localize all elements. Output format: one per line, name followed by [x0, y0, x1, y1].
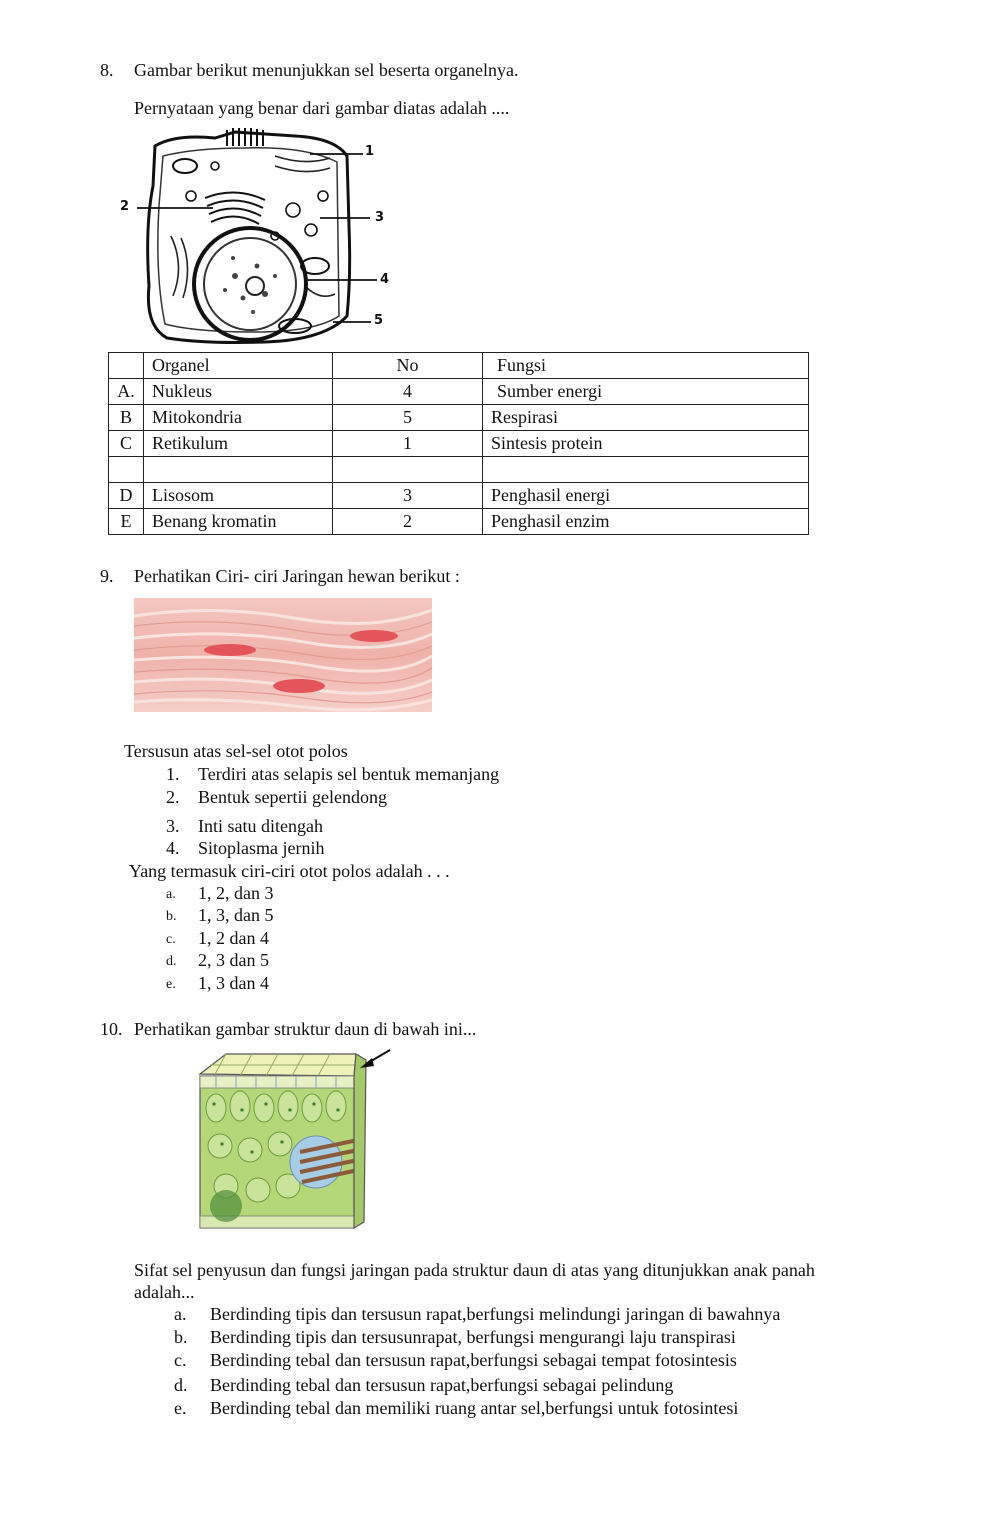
option-a[interactable]: 1, 2, dan 3: [198, 883, 274, 903]
table-cell: 1: [333, 431, 483, 457]
option-d[interactable]: Berdinding tebal dan tersusun rapat,berfungsi sebagai pelindung: [210, 1375, 674, 1395]
option-letter: e.: [166, 977, 176, 992]
option-letter: b.: [166, 909, 177, 924]
table-header-cell: Fungsi: [483, 353, 809, 379]
option-c[interactable]: Berdinding tebal dan tersusun rapat,berfungsi sebagai tempat fotosintesis: [210, 1350, 737, 1370]
q9-number: 9.: [100, 566, 114, 586]
option-e[interactable]: Berdinding tebal dan memiliki ruang antar sel,berfungsi untuk fotosintesi: [210, 1398, 739, 1418]
figure-label-1: 1: [365, 144, 375, 159]
table-cell: A.: [109, 379, 144, 405]
table-cell: 3: [333, 483, 483, 509]
q10-prompt-line1: Sifat sel penyusun dan fungsi jaringan pada struktur daun di atas yang ditunjukkan anak panah: [134, 1260, 815, 1280]
trait-text: Bentuk sepertii gelendong: [198, 787, 387, 807]
table-cell: [144, 457, 333, 483]
trait-number: 3.: [166, 816, 180, 836]
q9-text: Perhatikan Ciri- ciri Jaringan hewan berikut :: [134, 566, 460, 586]
smooth-muscle-figure: [134, 598, 432, 712]
option-letter: d.: [166, 954, 177, 969]
table-cell: Retikulum: [144, 431, 333, 457]
table-header-cell: Organel: [144, 353, 333, 379]
table-cell: B: [109, 405, 144, 431]
table-cell: Nukleus: [144, 379, 333, 405]
table-cell: [483, 457, 809, 483]
table-cell: 4: [333, 379, 483, 405]
animal-cell-figure: [115, 126, 395, 354]
table-cell: 5: [333, 405, 483, 431]
table-cell: Penghasil enzim: [483, 509, 809, 535]
option-a[interactable]: Berdinding tipis dan tersusun rapat,berfungsi melindungi jaringan di bawahnya: [210, 1304, 781, 1324]
table-cell: Benang kromatin: [144, 509, 333, 535]
figure-label-5: 5: [374, 313, 384, 328]
table-row: [109, 457, 809, 483]
q8-text: Gambar berikut menunjukkan sel beserta organelnya.: [134, 60, 519, 80]
option-letter: e.: [174, 1398, 187, 1418]
option-letter: a.: [174, 1304, 187, 1324]
trait-text: Terdiri atas selapis sel bentuk memanjang: [198, 764, 500, 784]
option-letter: c.: [174, 1350, 187, 1370]
q10-prompt-line2: adalah...: [134, 1282, 195, 1302]
trait-number: 2.: [166, 787, 180, 807]
q9-intro: Tersusun atas sel-sel otot polos: [124, 741, 348, 761]
table-cell: [333, 457, 483, 483]
table-cell: D: [109, 483, 144, 509]
q8-number: 8.: [100, 60, 114, 80]
option-letter: b.: [174, 1327, 188, 1347]
option-letter: c.: [166, 932, 176, 947]
option-letter: d.: [174, 1375, 188, 1395]
option-b[interactable]: 1, 3, dan 5: [198, 905, 274, 925]
figure-label-2: 2: [120, 199, 130, 214]
q9-question: Yang termasuk ciri-ciri otot polos adalah . . .: [129, 861, 450, 881]
table-cell: Mitokondria: [144, 405, 333, 431]
option-c[interactable]: 1, 2 dan 4: [198, 928, 269, 948]
table-cell: Sumber energi: [483, 379, 809, 405]
table-cell: E: [109, 509, 144, 535]
table-cell: 2: [333, 509, 483, 535]
figure-label-4: 4: [380, 272, 390, 287]
table-cell: Penghasil energi: [483, 483, 809, 509]
table-cell: Respirasi: [483, 405, 809, 431]
option-d[interactable]: 2, 3 dan 5: [198, 950, 269, 970]
table-row: [109, 509, 809, 535]
trait-text: Sitoplasma jernih: [198, 838, 325, 858]
option-e[interactable]: 1, 3 dan 4: [198, 973, 269, 993]
table-cell: [109, 457, 144, 483]
trait-number: 1.: [166, 764, 180, 784]
table-header-cell: [109, 353, 144, 379]
table-cell: C: [109, 431, 144, 457]
table-row: [109, 431, 809, 457]
leaf-structure-figure: [196, 1046, 392, 1232]
option-b[interactable]: Berdinding tipis dan tersusunrapat, berfungsi mengurangi laju transpirasi: [210, 1327, 736, 1347]
table-header-row: [109, 353, 809, 379]
trait-text: Inti satu ditengah: [198, 816, 323, 836]
table-row: [109, 483, 809, 509]
table-cell: Sintesis protein: [483, 431, 809, 457]
option-letter: a.: [166, 887, 176, 902]
organel-table: [108, 352, 809, 535]
table-header-cell: No: [333, 353, 483, 379]
q10-text: Perhatikan gambar struktur daun di bawah ini...: [134, 1019, 477, 1039]
table-cell: Lisosom: [144, 483, 333, 509]
table-row: [109, 405, 809, 431]
q10-number: 10.: [100, 1019, 123, 1039]
q8-prompt: Pernyataan yang benar dari gambar diatas adalah ....: [134, 98, 510, 118]
table-row: [109, 379, 809, 405]
figure-label-3: 3: [375, 210, 385, 225]
trait-number: 4.: [166, 838, 180, 858]
